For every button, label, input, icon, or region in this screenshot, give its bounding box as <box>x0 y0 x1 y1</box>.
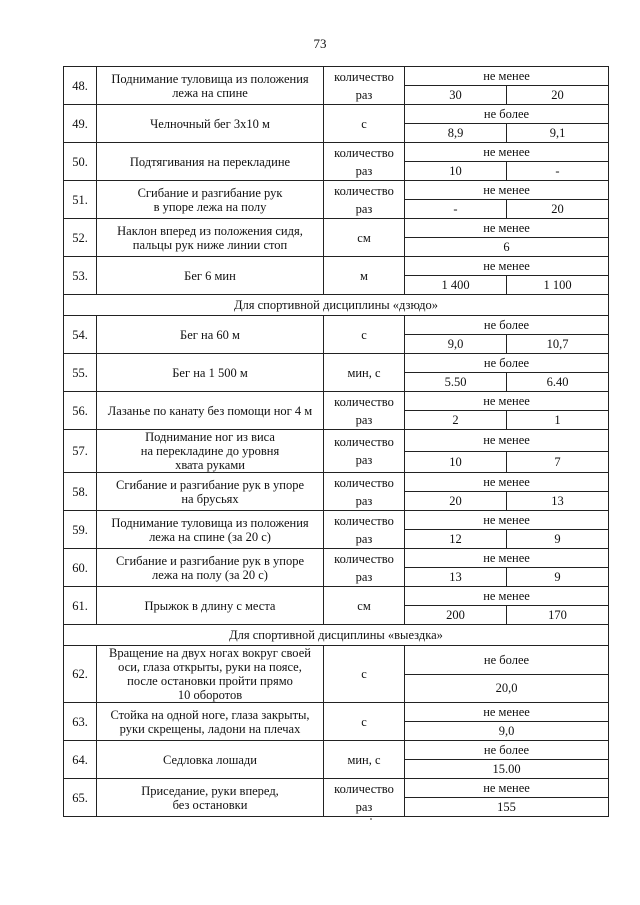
unit-of-measure <box>324 430 405 473</box>
exercise-name <box>97 473 324 511</box>
exercise-name <box>97 392 324 430</box>
section-title: Для спортивной дисциплины «дзюдо» <box>64 295 609 316</box>
exercise-name-line: Сгибание и разгибание рук в упоре <box>116 553 304 568</box>
norm-value-boys: 10 <box>405 162 507 181</box>
exercise-name-line: Наклон вперед из положения сидя, <box>117 223 303 238</box>
exercise-name-line: лежа на спине (за 20 с) <box>149 529 271 544</box>
exercise-row <box>64 181 609 200</box>
norm-value-girls: 1 <box>507 411 609 430</box>
norm-condition: не менее <box>405 473 609 492</box>
norm-condition: не более <box>405 354 609 373</box>
norm-value-girls: 20 <box>507 86 609 105</box>
exercise-name-line: Челночный бег 3х10 м <box>150 116 270 131</box>
exercise-name-line: оси, глаза открыты, руки на поясе, <box>118 660 302 674</box>
exercise-name-line: на брусьях <box>181 491 239 506</box>
unit-of-measure <box>324 779 405 817</box>
exercise-name-line: Бег на 1 500 м <box>172 365 248 380</box>
exercise-name-line: хвата руками <box>175 458 245 472</box>
norm-value-boys: 2 <box>405 411 507 430</box>
exercise-number: 62. <box>64 646 97 703</box>
exercise-name-line: Стойка на одной ноге, глаза закрыты, <box>110 707 310 722</box>
norm-condition: не более <box>405 316 609 335</box>
norm-condition: не менее <box>405 430 609 452</box>
norm-value-girls: 170 <box>507 606 609 625</box>
norm-condition: не менее <box>405 219 609 238</box>
exercise-name <box>97 703 324 741</box>
exercise-row <box>64 549 609 568</box>
exercise-name-line: Приседание, руки вперед, <box>141 783 279 798</box>
exercise-name-line: Поднимание туловища из положения <box>111 71 309 86</box>
norm-condition: не более <box>405 741 609 760</box>
norm-value: 9,0 <box>405 722 609 741</box>
unit-of-measure <box>324 703 405 741</box>
norm-value-girls: 20 <box>507 200 609 219</box>
unit-line: раз <box>355 531 373 546</box>
norm-value-boys: - <box>405 200 507 219</box>
unit-line: количество <box>334 551 394 566</box>
unit-of-measure <box>324 511 405 549</box>
norm-condition: не менее <box>405 257 609 276</box>
norm-value-boys: 8,9 <box>405 124 507 143</box>
unit-line: с <box>361 116 367 131</box>
exercise-name-line: Вращение на двух ногах вокруг своей <box>109 646 311 660</box>
exercise-name <box>97 646 324 703</box>
exercise-name <box>97 105 324 143</box>
norm-value-boys: 20 <box>405 492 507 511</box>
exercise-name-line: Бег на 60 м <box>180 327 240 342</box>
unit-line: количество <box>334 513 394 528</box>
exercise-row <box>64 473 609 492</box>
exercise-name <box>97 354 324 392</box>
exercise-name-line: без остановки <box>172 797 248 812</box>
exercise-name <box>97 219 324 257</box>
norm-value-girls: 6.40 <box>507 373 609 392</box>
exercise-number: 52. <box>64 219 97 257</box>
unit-of-measure <box>324 392 405 430</box>
norm-value-girls: 9,1 <box>507 124 609 143</box>
section-row <box>64 295 609 316</box>
unit-line: раз <box>355 799 373 814</box>
scan-artifact <box>370 818 372 820</box>
exercise-row <box>64 430 609 452</box>
exercise-row <box>64 257 609 276</box>
exercise-name-line: Лазанье по канату без помощи ног 4 м <box>107 403 313 418</box>
unit-of-measure <box>324 219 405 257</box>
norm-value-boys: 10 <box>405 451 507 473</box>
exercise-row <box>64 67 609 86</box>
exercise-name-line: Сгибание и разгибание рук в упоре <box>116 477 304 492</box>
unit-line: количество <box>334 475 394 490</box>
unit-line: см <box>357 230 371 245</box>
unit-line: с <box>361 327 367 342</box>
exercise-row <box>64 779 609 798</box>
exercise-number: 63. <box>64 703 97 741</box>
exercise-name <box>97 430 324 473</box>
unit-of-measure <box>324 67 405 105</box>
exercise-row <box>64 219 609 238</box>
unit-line: количество <box>334 183 394 198</box>
exercise-number: 57. <box>64 430 97 473</box>
exercise-name <box>97 143 324 181</box>
exercise-number: 49. <box>64 105 97 143</box>
exercise-name-line: Сгибание и разгибание рук <box>137 185 283 200</box>
norm-value-boys: 30 <box>405 86 507 105</box>
norm-condition: не более <box>405 646 609 675</box>
norm-condition: не менее <box>405 67 609 86</box>
exercise-name <box>97 257 324 295</box>
unit-line: см <box>357 598 371 613</box>
exercise-number: 50. <box>64 143 97 181</box>
page-number: 73 <box>313 36 327 51</box>
exercise-name <box>97 779 324 817</box>
norm-value-boys: 13 <box>405 568 507 587</box>
unit-line: раз <box>355 163 373 178</box>
exercise-number: 53. <box>64 257 97 295</box>
exercise-name <box>97 67 324 105</box>
exercise-number: 59. <box>64 511 97 549</box>
exercise-row <box>64 316 609 335</box>
exercise-number: 60. <box>64 549 97 587</box>
unit-of-measure <box>324 354 405 392</box>
exercise-name-line: Подтягивания на перекладине <box>129 154 291 169</box>
exercise-number: 58. <box>64 473 97 511</box>
norm-condition: не менее <box>405 587 609 606</box>
exercise-row <box>64 105 609 124</box>
exercise-number: 55. <box>64 354 97 392</box>
norm-value: 15.00 <box>405 760 609 779</box>
norm-condition: не менее <box>405 392 609 411</box>
unit-line: с <box>361 667 367 681</box>
norm-condition: не менее <box>405 703 609 722</box>
exercise-number: 54. <box>64 316 97 354</box>
exercise-name-line: пальцы рук ниже линии стоп <box>132 237 288 252</box>
exercise-name <box>97 741 324 779</box>
exercise-name-line: Поднимание туловища из положения <box>111 515 309 530</box>
exercise-row <box>64 741 609 760</box>
exercise-number: 51. <box>64 181 97 219</box>
unit-line: количество <box>334 69 394 84</box>
exercise-number: 56. <box>64 392 97 430</box>
unit-line: раз <box>355 493 373 508</box>
norm-condition: не менее <box>405 511 609 530</box>
unit-line: раз <box>355 412 373 427</box>
exercise-name-line: в упоре лежа на полу <box>153 199 267 214</box>
unit-line: раз <box>355 87 373 102</box>
norm-value-girls: 10,7 <box>507 335 609 354</box>
exercise-name-line: Бег 6 мин <box>184 268 236 283</box>
unit-of-measure <box>324 549 405 587</box>
exercise-row <box>64 354 609 373</box>
exercise-name <box>97 316 324 354</box>
unit-line: мин, с <box>347 752 381 767</box>
exercise-number: 65. <box>64 779 97 817</box>
norm-value-girls: 1 100 <box>507 276 609 295</box>
exercise-name-line: Поднимание ног из виса <box>145 430 275 444</box>
exercise-name-line: Седловка лошади <box>163 752 257 767</box>
unit-line: раз <box>355 569 373 584</box>
unit-line: количество <box>334 781 394 796</box>
unit-of-measure <box>324 143 405 181</box>
standards-table-body <box>64 67 609 817</box>
unit-line: раз <box>355 453 373 467</box>
norm-value-boys: 200 <box>405 606 507 625</box>
norm-value-boys: 5.50 <box>405 373 507 392</box>
exercise-name-line: лежа на спине <box>172 85 248 100</box>
unit-of-measure <box>324 181 405 219</box>
exercise-name <box>97 181 324 219</box>
norm-value-girls: 9 <box>507 568 609 587</box>
norm-value: 6 <box>405 238 609 257</box>
section-row <box>64 625 609 646</box>
unit-line: мин, с <box>347 365 381 380</box>
norm-value: 20,0 <box>405 674 609 703</box>
unit-line: с <box>361 714 367 729</box>
exercise-name-line: 10 оборотов <box>177 688 243 702</box>
norm-value-boys: 9,0 <box>405 335 507 354</box>
exercise-name-line: на перекладине до уровня <box>140 444 280 458</box>
norm-value-boys: 12 <box>405 530 507 549</box>
standards-table <box>63 66 609 817</box>
exercise-name <box>97 549 324 587</box>
exercise-name-line: лежа на полу (за 20 с) <box>152 567 268 582</box>
norm-value-girls: - <box>507 162 609 181</box>
unit-of-measure <box>324 646 405 703</box>
norm-condition: не более <box>405 105 609 124</box>
unit-line: количество <box>334 394 394 409</box>
unit-line: количество <box>334 435 394 449</box>
exercise-name <box>97 511 324 549</box>
unit-line: раз <box>355 201 373 216</box>
section-title: Для спортивной дисциплины «выездка» <box>64 625 609 646</box>
exercise-row <box>64 511 609 530</box>
exercise-row <box>64 392 609 411</box>
unit-of-measure <box>324 741 405 779</box>
unit-of-measure <box>324 257 405 295</box>
exercise-row <box>64 143 609 162</box>
norm-condition: не менее <box>405 181 609 200</box>
unit-of-measure <box>324 316 405 354</box>
exercise-name-line: после остановки пройти прямо <box>127 674 293 688</box>
exercise-name <box>97 587 324 625</box>
norm-value-girls: 13 <box>507 492 609 511</box>
exercise-row <box>64 646 609 675</box>
exercise-row <box>64 587 609 606</box>
exercise-name-line: Прыжок в длину с места <box>144 598 276 613</box>
norm-value-boys: 1 400 <box>405 276 507 295</box>
exercise-number: 61. <box>64 587 97 625</box>
unit-of-measure <box>324 473 405 511</box>
exercise-number: 48. <box>64 67 97 105</box>
norm-condition: не менее <box>405 549 609 568</box>
exercise-name-line: руки скрещены, ладони на плечах <box>119 721 301 736</box>
exercise-number: 64. <box>64 741 97 779</box>
unit-of-measure <box>324 105 405 143</box>
norm-condition: не менее <box>405 143 609 162</box>
norm-value-girls: 9 <box>507 530 609 549</box>
norm-value-girls: 7 <box>507 451 609 473</box>
exercise-row <box>64 703 609 722</box>
unit-of-measure <box>324 587 405 625</box>
norm-value: 155 <box>405 798 609 817</box>
unit-line: м <box>360 268 368 283</box>
unit-line: количество <box>334 145 394 160</box>
norm-condition: не менее <box>405 779 609 798</box>
